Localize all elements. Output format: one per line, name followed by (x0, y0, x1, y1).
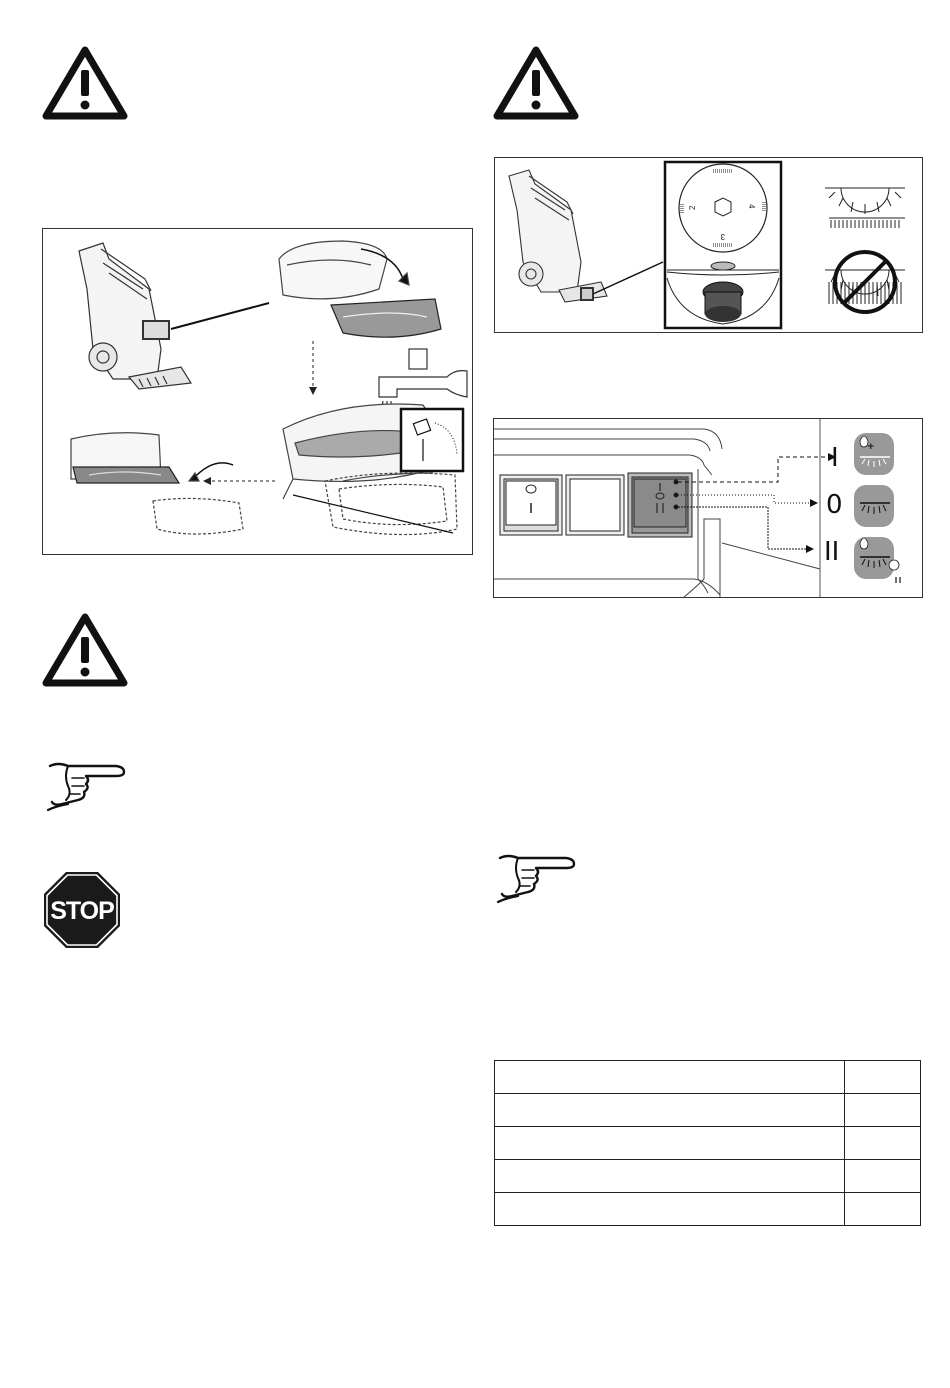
switch-position-label (831, 443, 839, 473)
stop-sign-icon (42, 870, 122, 950)
dial-number (720, 232, 725, 241)
table-cell (845, 1094, 921, 1127)
brush-incorrect-icon (825, 252, 905, 312)
pointing-hand-icon (496, 848, 578, 904)
switch-position-label (826, 490, 843, 520)
table-cell (495, 1193, 845, 1226)
spray-with-detergent-icon (854, 433, 894, 475)
tank-removal-figure (42, 228, 473, 555)
table-row (495, 1193, 921, 1226)
table-cell (845, 1193, 921, 1226)
blank-rocker-switch (566, 475, 624, 535)
svg-text:3: 3 (720, 232, 725, 241)
table-cell (845, 1127, 921, 1160)
switch-panel-figure (493, 418, 923, 598)
svg-text:2: 2 (688, 205, 697, 210)
svg-text:I: I (831, 443, 839, 473)
tank-lid-illustration (279, 241, 441, 337)
warning-triangle-icon (493, 44, 579, 120)
table-cell (495, 1094, 845, 1127)
data-table (494, 1060, 921, 1226)
svg-text:II: II (824, 537, 840, 567)
dial-number (747, 204, 756, 209)
table-row (495, 1094, 921, 1127)
carpet-cleaner-machine-illustration (509, 170, 607, 302)
svg-text:4: 4 (747, 204, 756, 209)
brush-adjustment-figure (494, 157, 923, 333)
table-row (495, 1061, 921, 1094)
dial-number (688, 205, 697, 210)
tank-installed-illustration (71, 433, 243, 534)
table-row (495, 1160, 921, 1193)
mode-rocker-switch (628, 473, 692, 537)
svg-text:+: + (867, 442, 875, 452)
warning-triangle-icon (42, 611, 128, 687)
table-cell (845, 1061, 921, 1094)
spray-and-vacuum-icon (854, 537, 900, 583)
table-cell (845, 1160, 921, 1193)
rinse-icon (854, 485, 894, 527)
stop-sign-text: STOP (50, 897, 114, 925)
carpet-cleaner-machine-illustration (79, 243, 191, 389)
brush-correct-icon (825, 188, 905, 228)
power-rocker-switch (500, 475, 562, 535)
table-cell (495, 1061, 845, 1094)
table-cell (495, 1160, 845, 1193)
pointing-hand-icon (46, 756, 128, 812)
svg-text:0: 0 (826, 490, 843, 520)
switch-position-label (824, 537, 839, 567)
tilt-detail-inset (401, 409, 463, 471)
table-row (495, 1127, 921, 1160)
warning-triangle-icon (42, 44, 128, 120)
table-cell (495, 1127, 845, 1160)
